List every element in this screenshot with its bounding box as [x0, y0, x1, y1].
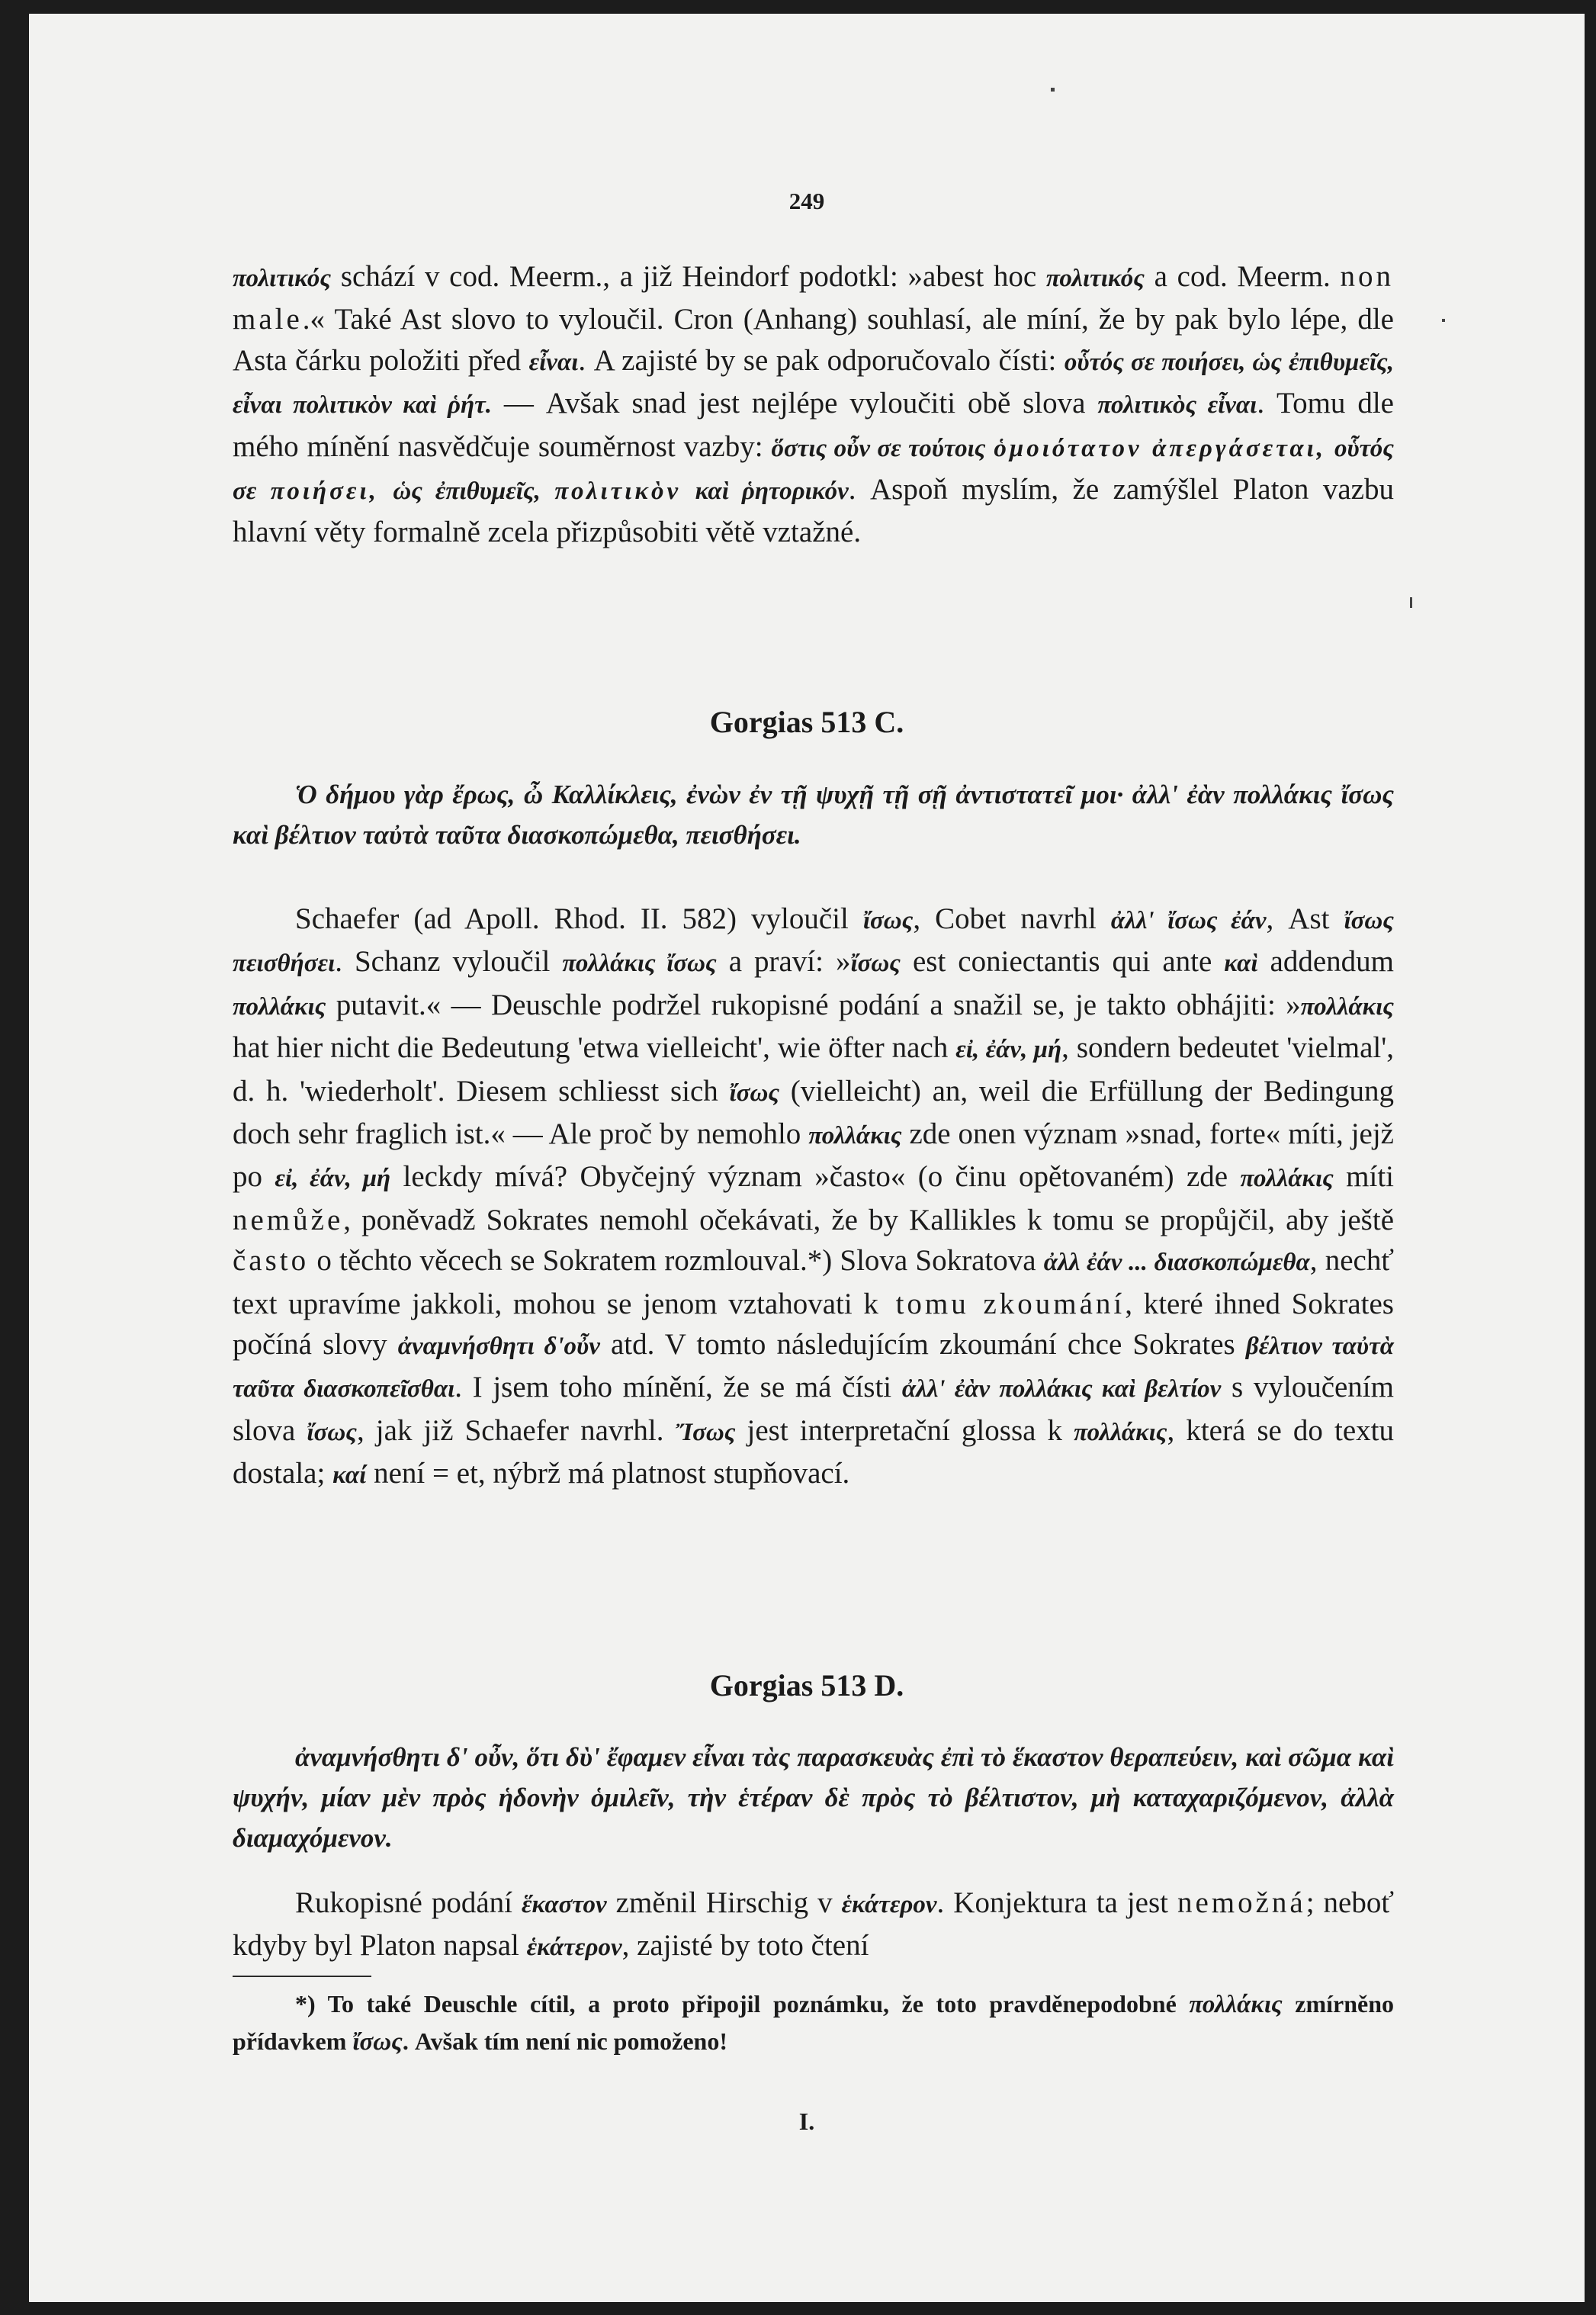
quote-513c — [233, 774, 1394, 855]
paragraph-2 — [233, 899, 1394, 1497]
paragraph-1 — [233, 256, 1394, 553]
footnote: *) To také Deuschle cítil, a proto připojil poznámku, že toto pravděnepodobné πολλάκις zmírněno přídavkem ἴσως. Avšak tím není nic pomoženo! — [233, 1990, 1395, 2056]
quote-513d — [233, 1737, 1394, 1858]
paragraph-3 — [233, 1883, 1394, 1969]
scanned-page — [29, 14, 1585, 2302]
page-number: 249 — [788, 188, 825, 214]
footnote-rule — [233, 1976, 371, 1977]
quote-513c-text: Ὁ δήμου γὰρ ἔρως, ὦ Καλλίκλεις, ἐνὼν ἐν τῇ ψυχῇ τῇ σῇ ἀντιστατεῖ μοι· ἀλλ' ἐὰν πολλάκις ἴσως καὶ βέλτιον ταὐτὰ ταῦτα διασκοπώμεθα, πεισθήσει. — [233, 780, 1394, 850]
paragraph-2-text: Schaefer (ad Apoll. Rhod. II. 582) vyloučil ἴσως, Cobet navrhl ἀλλ' ἴσως ἐάν, Ast ἴσως πεισθήσει. Schanz vyloučil πολλάκις ἴσως a praví: »ἴσως est coniectantis qui ante καὶ addendum πολλάκις putavit.« — Deuschle podržel rukopisné podání a snažil se, je takto obhájiti: »πολλάκις hat hier nicht die Bedeutung 'etwa vielleicht', wie öfter nach εἰ, ἐάν, μή, sondern bedeutet 'vielmal', d. h. 'wiederholt'. Diesem schliesst sich ἴσως (vielleicht) an, weil die Erfüllung der Bedingung doch sehr fraglich ist.« — Ale proč by nemohlo πολλάκις zde onen význam »snad, forte« míti, jejž po εἰ, ἐάν, μή leckdy mívá? Obyčejný význam »často« (o činu opětovaném) zde πολλάκις míti nemůže, poněvadž Sokrates nemohl očekávati, že by Kallikles k tomu se propůjčil, aby ještě často o těchto věcech se Sokratem rozmlouval.*) Slova Sokratova ἀλλ ἐάν ... διασκοπώμεθα, nechť text upravíme jakkoli, mohou se jenom vztahovati k tomu zkoumání, které ihned Sokrates počíná slovy ἀναμνήσθητι δ'οὖν atd. V tomto následujícím zkoumání chce Sokrates βέλτιον ταὐτὰ ταῦτα διασκοπεῖσθαι. I jsem toho mínění, že se má čísti ἀλλ' ἐὰν πολλάκις καὶ βελτίον s vyloučením slova ἴσως, jak již Schaefer navrhl. Ἴσως jest interpretační glossa k πολλάκις, která se do textu dostala; καί není = et, nýbrž má platnost stupňovací. — [233, 902, 1395, 1490]
scan-speck — [1442, 319, 1445, 322]
scan-speck — [1410, 597, 1412, 608]
paragraph-1-text: πολιτικός schází v cod. Meerm., a již Heindorf podotkl: »abest hoc πολιτικός a cod. Meerm. non male.« Také Ast slovo to vyloučil. Cron (Anhang) souhlasí, ale míní, že by pak bylo lépe, dle Asta čárku položiti před εἶναι. A zajisté by se pak odporučovalo čísti: οὗτός σε ποιήσει, ὡς ἐπιθυμεῖς, εἶναι πολιτικὸν καὶ ῥήτ. — Avšak snad jest nejlépe vyloučiti obě slova πολιτικὸς εἶναι. Tomu dle mého mínění nasvědčuje souměrnost vazby: ὅστις οὖν σε τούτοις ὁμοιότατον ἀπεργάσεται, οὗτός σε ποιήσει, ὡς ἐπιθυμεῖς, πολιτικὸν καὶ ῥητορικόν. Aspoň myslím, že zamýšlel Platon vazbu hlavní věty formalně zcela přizpůsobiti větě vztažné. — [233, 260, 1395, 549]
quote-513d-text: ἀναμνήσθητι δ' οὖν, ὅτι δὺ' ἔφαμεν εἶναι τὰς παρασκευὰς ἐπὶ τὸ ἕκαστον θεραπεύειν, καὶ σῶμα καὶ ψυχήν, μίαν μὲν πρὸς ἡδονὴν ὁμιλεῖν, τὴν ἑτέραν δὲ πρὸς τὸ βέλτιστον, μὴ καταχαριζόμενον, ἀλλὰ διαμαχόμενον. — [233, 1742, 1394, 1853]
section-heading-513c: Gorgias 513 C. — [709, 705, 904, 739]
paragraph-3-text: Rukopisné podání ἕκαστον změnil Hirschig v ἑκάτερον. Konjektura ta jest nemožná; neboť kdyby byl Platon napsal ἑκάτερον, zajisté by toto čtení — [233, 1886, 1395, 1963]
scan-speck — [1051, 88, 1055, 92]
section-heading-513d: Gorgias 513 D. — [709, 1668, 904, 1702]
printer-signature: I. — [798, 2108, 815, 2135]
